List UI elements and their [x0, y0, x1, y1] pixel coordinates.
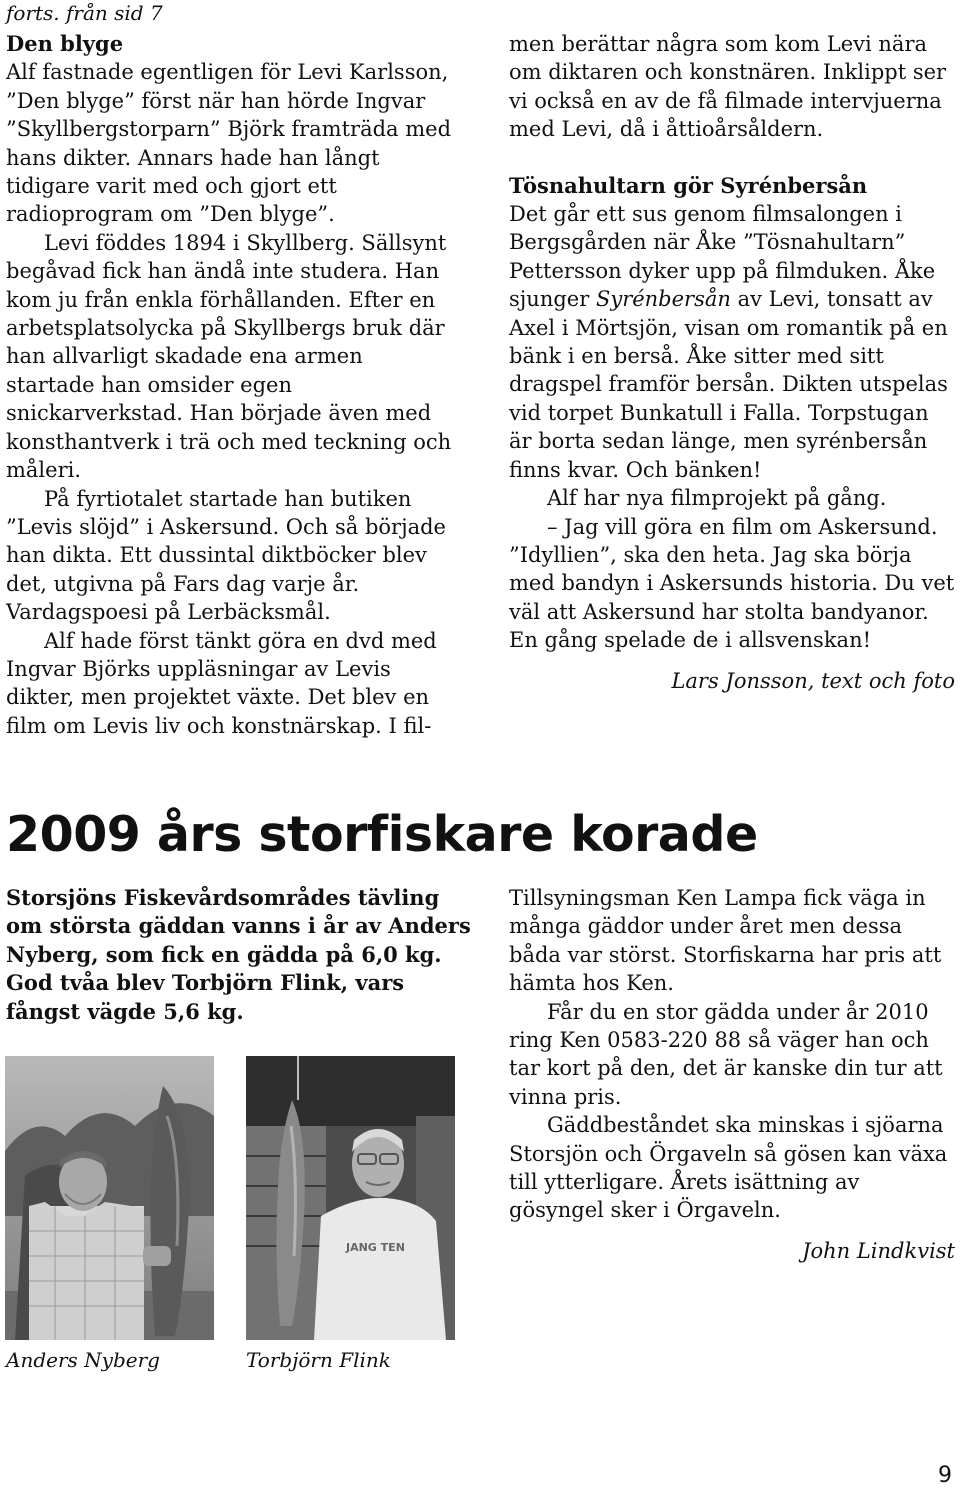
- article2-lead: Storsjöns Fiskevårdsområdes tävling om största gäddan vanns i år av Anders Nyberg, som fick en gädda på 6,0 kg. God tvåa blev Torbjörn Flink, vars fångst vägde 5,6 kg.: [6, 885, 471, 1024]
- article1-paragraph: [509, 200, 955, 484]
- article1-paragraph: Levi föddes 1894 i Skyllberg. Sällsynt begåvad fick han ändå inte studera. Han kom ju från enkla förhållanden. Efter en arbetsplatsolycka på Skyllbergs bruk där han allvarligt skadade ena armen startade han omsider egen snickarverkstad. Han började även med konsthantverk i trä och med teckning och måleri.: [6, 230, 452, 483]
- article1-right-column: [509, 30, 955, 695]
- photo-anders-nyberg-illustration: [5, 1056, 214, 1340]
- photo-torbjorn-flink: [246, 1056, 455, 1340]
- article1-paragraph: men berättar några som kom Levi nära om diktaren och konstnären. Inklippt ser vi också en av de få filmade intervjuerna med Levi, då i åttioårsåldern.: [509, 32, 947, 142]
- article1-left-column: [6, 30, 452, 740]
- article1-paragraph: Alf hade först tänkt göra en dvd med Ingvar Björks uppläsningar av Levis dikter, men projektet växte. Det blev en film om Levis liv och konstnärskap. I fil-: [6, 628, 437, 738]
- continuation-note: forts. från sid 7: [6, 1, 163, 25]
- shirt-print: JANG TEN: [346, 1241, 405, 1254]
- article1-subheading: Tösnahultarn gör Syrénbersån: [509, 172, 868, 198]
- article1-paragraph: – Jag vill göra en film om Askersund. ”Idyllien”, ska den heta. Jag ska börja med bandyn i Askersunds historia. Du vet väl att Askersund har stolta bandyanor. En gång spelade de i allsvenskan!: [509, 514, 955, 653]
- photo-caption: Anders Nyberg: [6, 1348, 160, 1372]
- page-number: 9: [938, 1463, 952, 1488]
- song-title: Syrénbersån: [595, 287, 731, 312]
- article2-paragraph: Tillsyningsman Ken Lampa fick väga in många gäddor under året men dessa båda var störst. Storfiskarna har pris att hämta hos Ken.: [509, 886, 942, 996]
- photo-torbjorn-flink-illustration: [246, 1056, 455, 1340]
- paragraph-text: Det går ett sus genom filmsalongen i Bergsgården när Åke ”Tösnahultarn” Pettersson dyker upp på filmduken. Åke sjunger: [509, 202, 936, 312]
- article1-heading: Den blyge: [6, 31, 124, 56]
- photo-caption: Torbjörn Flink: [246, 1348, 391, 1372]
- article2-headline: 2009 års storfiskare korade: [6, 806, 758, 863]
- article1-paragraph: Alf har nya filmprojekt på gång.: [547, 486, 887, 511]
- paragraph-text: av Levi, tonsatt av Axel i Mörtsjön, visan om romantik på en bänk i en berså. Åke sitter med sitt dragspel framför bersån. Dikten utspelas vid torpet Bunkatull i Falla. Torpstugan är borta sedan länge, men syrénbersån finns kvar. Och bänken!: [509, 287, 948, 482]
- article1-paragraph: På fyrtiotalet startade han butiken ”Levis slöjd” i Askersund. Och så började han dikta. Ett dussintal diktböcker blev det, utgivna på Fars dag varje år. Vardagspoesi på Lerbäcksmål.: [6, 486, 446, 625]
- article1-signature: Lars Jonsson, text och foto: [671, 668, 955, 693]
- article2-right-column: [509, 884, 955, 1265]
- article2-paragraph: Gäddbeståndet ska minskas i sjöarna Storsjön och Örgaveln så gösen kan växa till ytterligare. Årets isättning av gösyngel sker i Örgaveln.: [509, 1113, 948, 1223]
- photo-anders-nyberg: [5, 1056, 214, 1340]
- article2-paragraph: Får du en stor gädda under år 2010 ring Ken 0583-220 88 så väger han och tar kort på den, det är kanske din tur att vinna pris.: [509, 999, 943, 1109]
- article2-signature: John Lindkvist: [802, 1238, 955, 1263]
- article1-paragraph: Alf fastnade egentligen för Levi Karlsson, ”Den blyge” först när han hörde Ingvar ”Skyllbergstorparn” Björk framträda med hans dikter. Annars hade han långt tidigare varit med och gjort ett radioprogram om ”Den blyge”.: [6, 60, 452, 227]
